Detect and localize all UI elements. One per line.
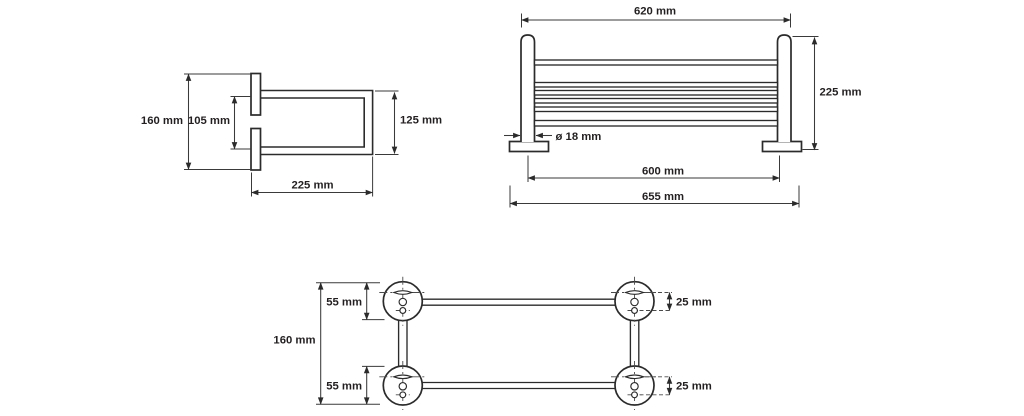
wall-rosette-top-right	[611, 277, 658, 326]
dim-label-front-overall-width: 655 mm	[641, 191, 685, 203]
base-foot-right	[763, 142, 802, 152]
post-left	[521, 35, 535, 142]
dim-label-front-post-spacing: 600 mm	[641, 165, 685, 178]
dim-label-side-depth: 225 mm	[291, 179, 334, 192]
dim-label-side-plate-spacing: 105 mm	[187, 115, 230, 127]
mount-plate-view	[273, 277, 711, 410]
dim-label-mount-plate-diameter-bottom: 55 mm	[326, 380, 362, 393]
post-right	[778, 35, 792, 142]
arm-frame-inner	[261, 98, 365, 147]
wall-plate-bottom	[251, 129, 261, 171]
base-foot-left	[510, 142, 549, 152]
arm-frame-outer	[261, 91, 373, 155]
tube-top	[403, 299, 634, 305]
dim-label-front-tube-diameter: ø 18 mm	[555, 131, 602, 143]
wall-plate-top	[251, 74, 261, 116]
wall-rosette-bottom-left	[379, 361, 426, 410]
dim-label-mount-hole-offset-bottom: 25 mm	[676, 380, 712, 393]
rail-bar	[535, 60, 778, 65]
front-view	[504, 6, 862, 208]
wall-rosette-bottom-right	[611, 361, 658, 410]
dim-label-side-overall-height: 160 mm	[140, 115, 183, 127]
dim-label-front-height: 225 mm	[819, 86, 862, 99]
rail-bar	[535, 107, 778, 112]
tube-bottom	[403, 383, 634, 389]
dim-label-mount-overall-height: 160 mm	[273, 334, 316, 347]
rail-bar	[535, 83, 778, 88]
wall-rosette-top-left	[379, 277, 426, 326]
dim-label-front-rail-span: 620 mm	[633, 5, 677, 18]
rail-bar	[535, 121, 778, 127]
dim-label-mount-hole-offset-top: 25 mm	[676, 296, 712, 309]
rail-bar	[535, 99, 778, 104]
rail-bar	[535, 91, 778, 96]
dim-label-mount-plate-diameter-top: 55 mm	[326, 296, 362, 309]
side-view	[141, 74, 442, 197]
dim-label-side-arm-height: 125 mm	[400, 114, 443, 127]
